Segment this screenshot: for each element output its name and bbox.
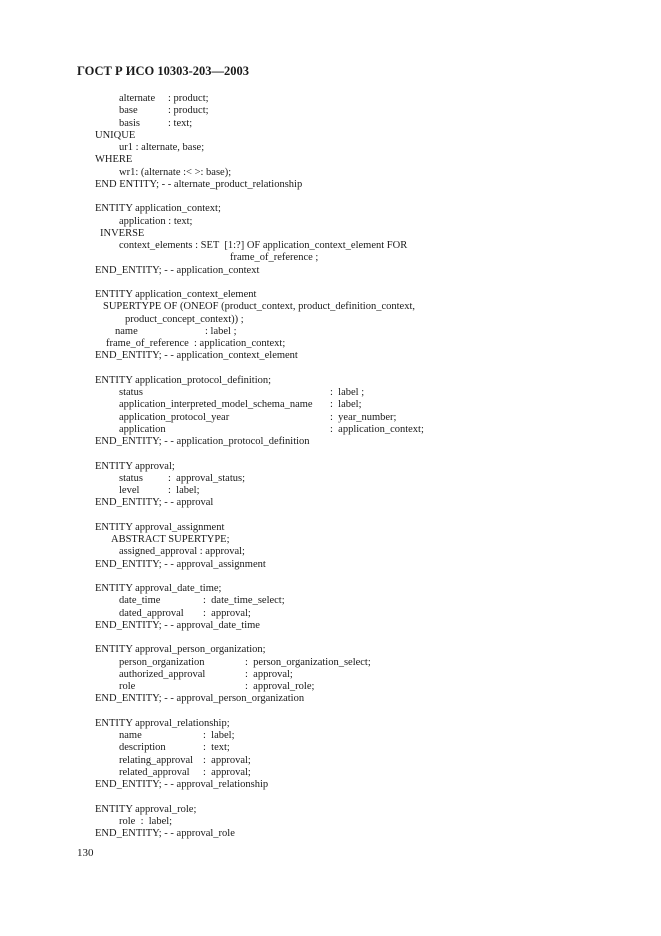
code-line-text: UNIQUE: [95, 129, 136, 141]
code-line-text: ENTITY approval_person_organization;: [95, 644, 266, 656]
code-line-text: ABSTRACT SUPERTYPE;: [111, 534, 230, 545]
code-line-text: END_ENTITY; - - application_protocol_definition: [95, 436, 310, 447]
code-line-text: frame_of_reference ;: [230, 252, 319, 264]
code-line-text: END ENTITY; - - alternate_product_relationship: [95, 178, 303, 190]
code-line-type: : approval;: [203, 754, 251, 766]
code-line-text: SUPERTYPE OF (ONEOF (product_context, product_definition_context,: [103, 301, 416, 313]
code-line-text: assigned_approval : approval;: [119, 546, 245, 558]
code-line-type: : application_context;: [330, 423, 424, 435]
code-line-text: frame_of_reference: [106, 338, 189, 349]
page-number: 130: [77, 847, 94, 859]
code-line-type: : approval;: [245, 668, 293, 680]
code-line-text: ENTITY approval;: [95, 460, 175, 472]
code-line-text: role: [119, 681, 136, 692]
code-line-type: : application_context;: [194, 338, 286, 349]
code-line-type: : label;: [330, 399, 362, 411]
code-line-type: : approval;: [203, 607, 251, 619]
code-line-text: ENTITY application_context_element: [95, 289, 257, 300]
code-line-text: application : text;: [119, 215, 193, 227]
code-line-text: ENTITY application_protocol_definition;: [95, 374, 272, 386]
code-line-text: name: [119, 730, 142, 741]
code-line-text: END_ENTITY; - - application_context_element: [95, 350, 298, 362]
code-line-text: related_approval: [119, 766, 190, 778]
code-line-type: : person_organization_select;: [245, 656, 371, 668]
code-line-type: : label;: [168, 485, 200, 496]
code-line-text: END_ENTITY; - - application_context: [95, 264, 260, 276]
code-line-text: END_ENTITY; - - approval_date_time: [95, 619, 260, 631]
code-line-type: : product;: [168, 93, 209, 104]
code-line-type: : approval_role;: [245, 681, 315, 692]
code-line-text: ENTITY approval_role;: [95, 803, 197, 815]
code-line-text: name: [115, 325, 138, 337]
code-line-text: ENTITY application_context;: [95, 203, 221, 215]
code-line-type: : label ;: [205, 325, 237, 337]
code-line-text: role : label;: [119, 815, 173, 827]
code-line-text: ur1 : alternate, base;: [119, 142, 205, 153]
code-line-text: END_ENTITY; - - approval_role: [95, 828, 235, 839]
code-line-text: basis: [119, 117, 140, 129]
code-line-type: : product;: [168, 105, 209, 117]
code-line-text: level: [119, 485, 140, 496]
code-line-text: ENTITY approval_assignment: [95, 521, 225, 533]
code-line-type: : date_time_select;: [203, 595, 285, 607]
code-line-text: ENTITY approval_relationship;: [95, 717, 230, 729]
code-line-text: base: [119, 105, 138, 117]
code-line-text: application: [119, 423, 166, 435]
code-line-type: : approval;: [203, 766, 251, 778]
code-line-text: wr1: (alternate :< >: base);: [119, 166, 232, 178]
code-line-text: product_concept_context)) ;: [125, 313, 244, 325]
code-line-text: relating_approval: [119, 754, 194, 766]
code-line-text: authorized_approval: [119, 668, 206, 680]
code-line-text: ENTITY approval_date_time;: [95, 583, 222, 594]
code-line-type: : approval_status;: [168, 472, 245, 484]
code-line-text: dated_approval: [119, 607, 184, 619]
code-line-text: application_protocol_year: [119, 411, 230, 423]
code-line-text: END_ENTITY; - - approval_relationship: [95, 779, 269, 790]
code-line-text: END_ENTITY; - - approval: [95, 497, 214, 509]
code-line-type: : text;: [168, 117, 193, 129]
code-line-text: application_interpreted_model_schema_name: [119, 399, 313, 411]
code-line-text: context_elements : SET [1:?] OF application_context_element FOR: [119, 240, 408, 251]
code-line-text: alternate: [119, 93, 156, 104]
code-line-text: person_organization: [119, 656, 205, 668]
code-line-text: status: [119, 472, 143, 484]
code-line-type: : text;: [203, 742, 230, 754]
code-line-text: status: [119, 387, 143, 398]
code-line-type: : label;: [203, 730, 235, 741]
code-line-text: WHERE: [95, 154, 133, 166]
code-line-text: description: [119, 742, 166, 754]
code-line-text: date_time: [119, 595, 161, 607]
code-line-text: END_ENTITY; - - approval_person_organization: [95, 693, 305, 705]
code-line-type: : label ;: [330, 387, 365, 398]
code-line-text: INVERSE: [100, 227, 145, 239]
code-line-text: END_ENTITY; - - approval_assignment: [95, 558, 266, 570]
code-line-type: : year_number;: [330, 411, 397, 423]
page-header: ГОСТ Р ИСО 10303-203—2003: [77, 64, 250, 78]
